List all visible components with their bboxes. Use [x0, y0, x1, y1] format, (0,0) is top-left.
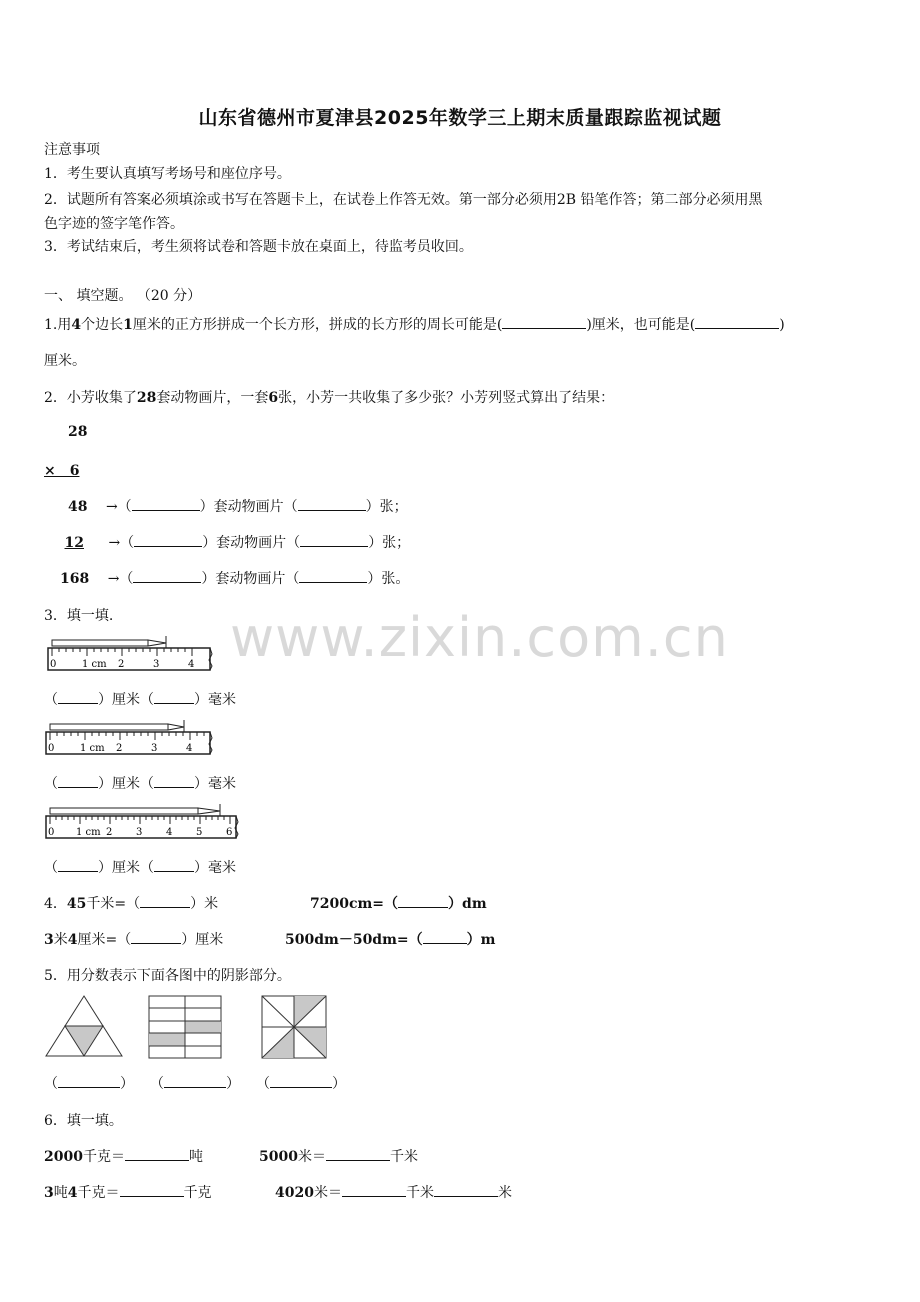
q4-line-2-right	[285, 929, 495, 949]
q1-answer-blank-2[interactable]	[695, 316, 779, 329]
page-title: 山东省德州市夏津县2025年数学三上期末质量跟踪监视试题	[198, 107, 722, 129]
q3-unit-cm: ）厘米（	[98, 860, 154, 876]
ruler-label: 1 cm	[76, 827, 101, 838]
q2-number-1: 28	[136, 390, 157, 406]
pencil	[50, 720, 184, 732]
ruler-figure-1	[46, 634, 216, 676]
watermark: www.zixin.com.cn	[230, 606, 729, 669]
notice-item-3: 3．考试结束后，考生须将试卷和答题卡放在桌面上，待监考员收回。	[44, 239, 473, 255]
q6-row-1-right	[259, 1146, 418, 1166]
q2-step-blank-sets[interactable]	[134, 534, 202, 547]
q2-text-b: 套动物画片，一套	[156, 390, 269, 406]
ruler-label: 0	[50, 659, 57, 670]
q6-heading: 6．填一填。	[44, 1113, 123, 1129]
q4-text: ）m	[466, 932, 496, 948]
q6-blank[interactable]	[326, 1148, 390, 1161]
q3-answer-row-1	[44, 689, 236, 709]
q4-line-2	[44, 929, 223, 949]
q3-unit-cm: ）厘米（	[98, 776, 154, 792]
q4-text: 500dm－50dm=（	[285, 932, 423, 948]
q2-step-number: 168	[60, 571, 90, 587]
q6-number: 3	[44, 1185, 54, 1201]
q2-step-number: 48	[68, 499, 88, 515]
q6-blank[interactable]	[342, 1184, 406, 1197]
q6-row-2-right	[275, 1182, 512, 1202]
q5-paren: （	[150, 1076, 164, 1092]
q6-text: 千克	[183, 1185, 212, 1201]
q2-step-arrow: →（	[105, 499, 132, 515]
q3-unit-mm: ）毫米	[194, 776, 236, 792]
ruler-label: 2	[116, 743, 123, 754]
q5-paren: （	[44, 1076, 58, 1092]
q6-text: 米	[497, 1185, 512, 1201]
q2-text-c: 张，小芳一共收集了多少张？小芳列竖式算出了结果：	[278, 390, 615, 406]
section-heading: 一、 填空题。 （20 分）	[44, 288, 202, 304]
q6-row-2-left	[44, 1182, 212, 1202]
q2-step-end: ）张；	[365, 499, 408, 515]
q5-paren: ）	[226, 1076, 240, 1092]
q6-text: 千克＝	[77, 1185, 120, 1201]
triangle-figure	[44, 994, 124, 1060]
q2-step-number: 12	[64, 535, 84, 551]
q3-paren: （	[44, 692, 58, 708]
q6-blank[interactable]	[125, 1148, 189, 1161]
q4-text: ）厘米	[181, 932, 224, 948]
ruler-label: 1 cm	[80, 743, 105, 754]
q5-heading: 5．用分数表示下面各图中的阴影部分。	[44, 968, 291, 984]
q4-label: 4．	[44, 896, 67, 912]
grid-figure	[147, 994, 223, 1060]
ruler-label: 1 cm	[82, 659, 107, 670]
q2-step-blank-sheets[interactable]	[300, 534, 368, 547]
shaded-cell	[149, 1033, 185, 1046]
q4-text: 千米=（	[86, 896, 141, 912]
q3-cm-blank[interactable]	[58, 775, 98, 788]
q6-blank[interactable]	[120, 1184, 184, 1197]
q2-step-arrow: →（	[108, 535, 135, 551]
q2-vertical-row-2: × 6	[44, 463, 80, 479]
ruler-label: 4	[166, 827, 173, 838]
q5-paren: （	[256, 1076, 270, 1092]
q2-step-row-3	[60, 568, 409, 588]
q4-text: 米	[53, 932, 68, 948]
ruler-label: 4	[186, 743, 193, 754]
notice-item-2-cont: 色字迹的签字笔作答。	[44, 216, 184, 232]
pencil	[50, 804, 220, 816]
q6-number: 4	[67, 1185, 78, 1201]
q4-text: 7200cm=（	[310, 896, 399, 912]
q3-answer-row-3	[44, 857, 236, 877]
ruler-label: 2	[106, 827, 113, 838]
q3-paren: （	[44, 860, 58, 876]
q6-text: 千米	[405, 1185, 434, 1201]
q2-step-blank-sheets[interactable]	[299, 570, 367, 583]
q4-blank-meters[interactable]	[140, 895, 190, 908]
ruler-label: 0	[48, 827, 55, 838]
q5-answer-2	[150, 1073, 240, 1093]
q6-text: 米＝	[313, 1185, 342, 1201]
ruler-label: 0	[48, 743, 55, 754]
notice-item-2: 2．试题所有答案必须填涂或书写在答题卡上，在试卷上作答无效。第一部分必须用2B 铅笔作答；第二部分必须用黑	[44, 192, 763, 208]
q2-step-end: ）张。	[367, 571, 410, 587]
q6-number: 5000	[259, 1149, 298, 1165]
ruler-label: 2	[118, 659, 125, 670]
q6-text: 吨	[188, 1149, 203, 1165]
q2-step-end: ）张；	[368, 535, 411, 551]
q2-step-blank-sets[interactable]	[133, 570, 201, 583]
q3-unit-mm: ）毫米	[194, 860, 236, 876]
q4-text: ）米	[190, 896, 219, 912]
q4-blank-m[interactable]	[423, 931, 467, 944]
q2-step-row-1	[68, 496, 408, 516]
q1-text-d: )厘米，也可能是(	[586, 317, 696, 333]
q2-step-row-2	[44, 532, 410, 552]
q1-number-1: 4	[71, 317, 82, 333]
question-2	[44, 387, 614, 407]
q5-blank[interactable]	[58, 1075, 120, 1088]
square-lines	[262, 996, 326, 1058]
q1-line-2: 厘米。	[44, 353, 86, 369]
q2-step-arrow: →（	[107, 571, 134, 587]
q3-mm-blank[interactable]	[154, 775, 194, 788]
q1-text-a: 1.用	[44, 317, 72, 333]
q3-mm-blank[interactable]	[154, 691, 194, 704]
q6-text: 米＝	[297, 1149, 326, 1165]
ruler-label: 3	[153, 659, 160, 670]
q4-blank-dm[interactable]	[398, 895, 448, 908]
q4-blank-cm[interactable]	[131, 931, 181, 944]
q2-text-a: 2．小芳收集了	[44, 390, 137, 406]
q3-cm-blank[interactable]	[58, 691, 98, 704]
q3-heading: 3．填一填.	[44, 608, 114, 624]
q1-text-c: 厘米的正方形拼成一个长方形，拼成的长方形的周长可能是(	[132, 317, 503, 333]
ruler-label: 3	[136, 827, 143, 838]
q4-line-1	[44, 893, 218, 913]
q1-answer-blank-1[interactable]	[502, 316, 586, 329]
q4-line-1-right	[310, 893, 487, 913]
q2-step-blank-sets[interactable]	[132, 498, 200, 511]
q6-number: 4020	[275, 1185, 314, 1201]
q4-text: ）dm	[448, 896, 487, 912]
q5-answer-1	[44, 1073, 134, 1093]
q5-paren: ）	[332, 1076, 346, 1092]
q3-mm-blank[interactable]	[154, 859, 194, 872]
q1-text-b: 个边长	[81, 317, 124, 333]
square-figure	[260, 994, 328, 1060]
notice-heading: 注意事项	[44, 142, 100, 158]
q3-cm-blank[interactable]	[58, 859, 98, 872]
question-1	[44, 314, 785, 334]
q2-step-mid: ）套动物画片（	[202, 535, 301, 551]
q5-blank[interactable]	[270, 1075, 332, 1088]
q5-blank[interactable]	[164, 1075, 226, 1088]
q2-vertical-row-1: 28	[68, 424, 88, 440]
q3-paren: （	[44, 776, 58, 792]
q4-number: 45	[66, 896, 87, 912]
q1-number-2: 1	[123, 317, 133, 333]
q6-number: 2000	[44, 1149, 83, 1165]
q2-step-mid: ）套动物画片（	[201, 571, 300, 587]
q1-text-e: )	[779, 317, 785, 333]
q2-step-mid: ）套动物画片（	[199, 499, 298, 515]
q4-text: 厘米=（	[77, 932, 132, 948]
q6-blank[interactable]	[434, 1184, 498, 1197]
ruler-label: 4	[188, 659, 195, 670]
q4-number: 4	[67, 932, 78, 948]
ruler-label: 5	[196, 827, 203, 838]
q6-text: 千克＝	[82, 1149, 125, 1165]
notice-item-1: 1．考生要认真填写考场号和座位序号。	[44, 166, 291, 182]
q3-answer-row-2	[44, 773, 236, 793]
q6-text: 吨	[53, 1185, 68, 1201]
ruler-figure-3	[44, 802, 244, 844]
pencil	[52, 636, 166, 648]
ruler-label: 6	[226, 827, 233, 838]
q4-number: 3	[44, 932, 54, 948]
shaded-cell	[185, 1021, 221, 1033]
q2-step-blank-sheets[interactable]	[298, 498, 366, 511]
q3-unit-mm: ）毫米	[194, 692, 236, 708]
q6-row-1-left	[44, 1146, 203, 1166]
ruler-figure-2	[44, 718, 216, 760]
q5-paren: ）	[120, 1076, 134, 1092]
q2-number-2: 6	[268, 390, 279, 406]
q5-answer-3	[256, 1073, 346, 1093]
q3-unit-cm: ）厘米（	[98, 692, 154, 708]
ruler-label: 3	[151, 743, 158, 754]
q6-text: 千米	[389, 1149, 418, 1165]
